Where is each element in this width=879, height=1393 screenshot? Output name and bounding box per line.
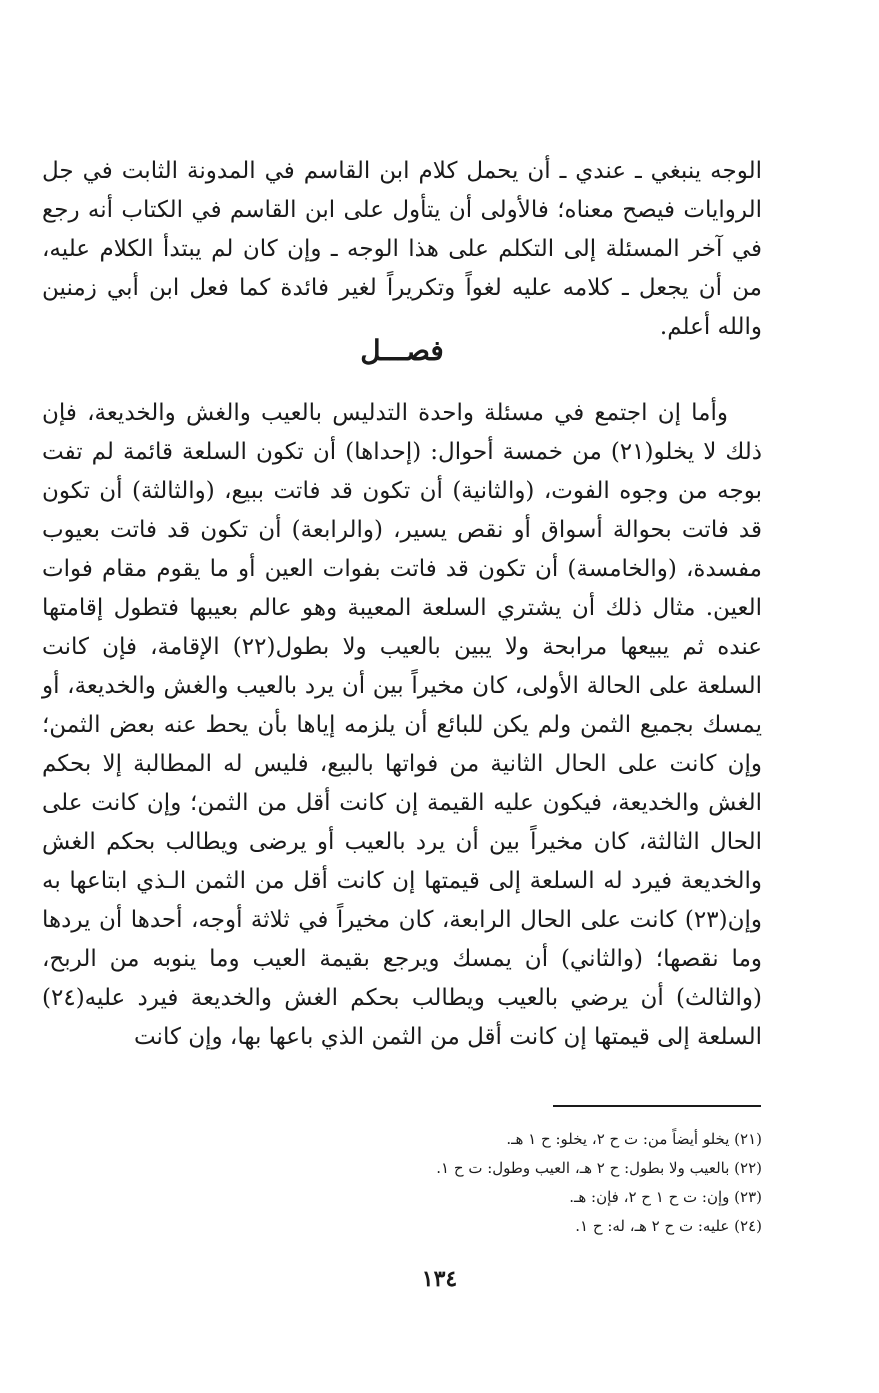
- footnotes-list: [300, 1125, 762, 1241]
- intro-paragraph: الوجه ينبغي ـ عندي ـ أن يحمل كلام ابن القاسم في المدونة الثابت في جل الروايات فيصح معناه؛ فالأولى أن يتأول على ابن القاسم في الكتاب أنه رجع في آخر المسئلة إلى التكلم على هذا الوجه ـ وإن كان لم يبتدأ الكلام عليه، من أن يجعل ـ كلامه عليه لغواً وتكريراً لغير فائدة كما فعل ابن أبي زمنين والله أعلم.: [42, 158, 762, 340]
- footnote-item: (٢٢) بالعيب ولا بطول: ح ٢ هـ، العيب وطول: ت ح ١.: [436, 1159, 762, 1177]
- footnote-item: (٢١) يخلو أيضاً من: ت ح ٢، يخلو: ح ١ هـ.: [506, 1130, 762, 1148]
- page-number: ١٣٤: [421, 1266, 458, 1292]
- footnote-item: (٢٤) عليه: ت ح ٢ هـ، له: ح ١.: [575, 1217, 762, 1235]
- section-title: فصـــل: [360, 334, 444, 367]
- footnote-item: (٢٣) وإن: ت ح ١ ح ٢، فإن: هـ.: [569, 1188, 762, 1206]
- footnote-divider: [553, 1105, 761, 1107]
- body-paragraph: وأما إن اجتمع في مسئلة واحدة التدليس بالعيب والغش والخديعة، فإن ذلك لا يخلو(٢١) من خمسة أحوال: (إحداها) أن تكون السلعة قائمة لم تفت بوجه من وجوه الفوت، (والثانية) أن تكون قد فاتت ببيع، (والثالثة) أن تكون قد فاتت بحوالة أسواق أو نقص يسير، (والرابعة) أن تكون قد فاتت بعيوب مفسدة، (والخامسة) أن تكون قد فاتت بفوات العين أو ما يقوم مقام فوات العين. مثال ذلك أن يشتري السلعة المعيبة وهو عالم بعيبها فتطول إقامتها عنده ثم يبيعها مرابحة ولا يبين بالعيب ولا بطول(٢٢) الإقامة، فإن كانت السلعة على الحالة الأولى، كان مخيراً بين أن يرد بالعيب والغش والخديعة، أو يمسك بجميع الثمن ولم يكن للبائع أن يلزمه إياها بأن يحط عنه بعض الثمن؛ وإن كانت على الحال الثانية من فواتها بالبيع، فليس له المطالبة إلا بحكم الغش والخديعة، فيكون عليه القيمة إن كانت أقل من الثمن؛ وإن كانت على الحال الثالثة، كان مخيراً بين أن يرد بالعيب أو يرضى ويطالب بحكم الغش والخديعة فيرد له السلعة إلى قيمتها إن كانت أقل من الثمن الـذي ابتاعها به وإن(٢٣) كانت على الحال الرابعة، كان مخيراً في ثلاثة أوجه، أحدها أن يردها وما نقصها؛ (والثاني) أن يمسك ويرجع بقيمة العيب وما ينوبه من الربح، (والثالث) أن يرضي بالعيب ويطالب بحكم الغش والخديعة فيرد عليه(٢٤) السلعة إلى قيمتها إن كانت أقل من الثمن الذي باعها بها، وإن كانت: [42, 400, 763, 1050]
